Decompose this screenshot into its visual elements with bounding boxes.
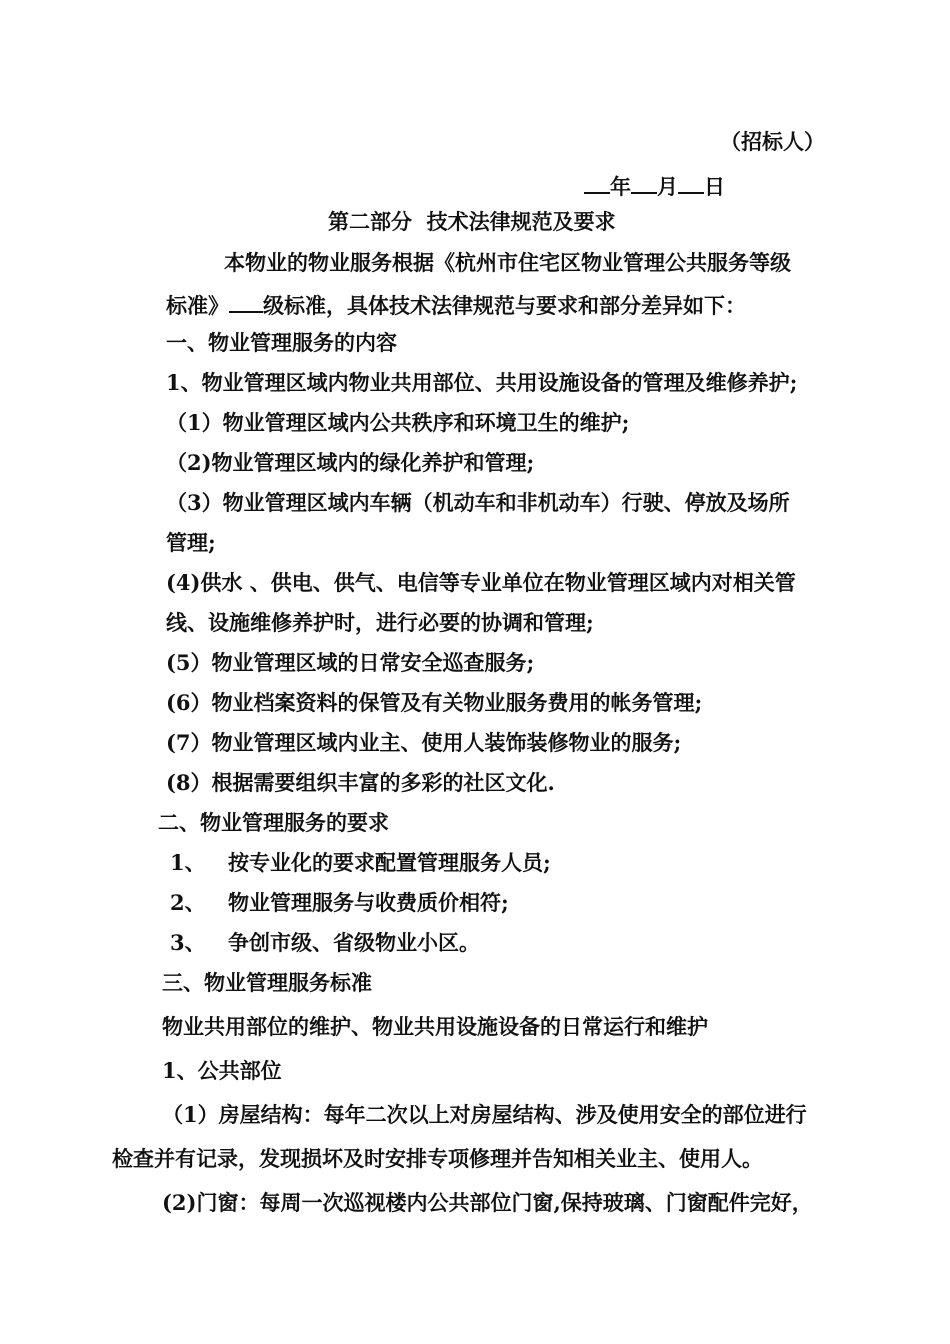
month-label: 月 — [657, 174, 678, 199]
section1-sub8: (8）根据需要组织丰富的多彩的社区文化. — [166, 770, 555, 795]
tenderer-label: （招标人） — [720, 129, 825, 154]
section2-item-1 — [170, 849, 551, 877]
section1-heading: 一、物业管理服务的内容 — [166, 330, 397, 355]
section3-para1a: （1）房屋结构：每年二次以上对房屋结构、涉及使用安全的部位进行 — [162, 1102, 807, 1127]
section2-item-1-num: 1、 — [170, 850, 206, 875]
section2-item-2-num: 2、 — [170, 890, 206, 915]
intro-line-2b: 级标准，具体技术法律规范与要求和部分差异如下： — [263, 293, 746, 318]
section1-sub3a: （3）物业管理区域内车辆（机动车和非机动车）行驶、停放及场所 — [166, 490, 790, 515]
section3-para2: (2)门窗：每周一次巡视楼内公共部位门窗,保持玻璃、门窗配件完好， — [162, 1190, 813, 1215]
day-blank — [678, 170, 704, 194]
section1-sub4b: 线、设施维修养护时，进行必要的协调和管理; — [166, 610, 594, 635]
page-title: 第二部分 技术法律规范及要求 — [328, 209, 616, 234]
year-label: 年 — [610, 174, 631, 199]
section1-sub6: (6）物业档案资料的保管及有关物业服务费用的帐务管理; — [166, 690, 703, 715]
section2-heading: 二、物业管理服务的要求 — [158, 810, 389, 835]
level-blank — [229, 289, 263, 313]
section1-sub3b: 管理; — [166, 530, 216, 555]
month-blank — [631, 170, 657, 194]
section2-item-3 — [170, 929, 480, 957]
section2-item-2 — [170, 889, 509, 917]
section3-item1: 1、公共部位 — [162, 1058, 282, 1083]
day-label: 日 — [704, 174, 725, 199]
section1-item1: 1、物业管理区域内物业共用部位、共用设施设备的管理及维修养护; — [166, 370, 798, 395]
section2-item-1-text: 按专业化的要求配置管理服务人员; — [228, 850, 551, 875]
section1-sub7: (7）物业管理区域内业主、使用人装饰装修物业的服务; — [166, 730, 682, 755]
year-blank — [584, 170, 610, 194]
section1-sub1: （1）物业管理区域内公共秩序和环境卫生的维护; — [166, 410, 630, 435]
intro-line-2a: 标准》 — [166, 293, 229, 318]
section1-sub5: (5）物业管理区域的日常安全巡查服务; — [166, 650, 535, 675]
section1-sub2: （2)物业管理区域内的绿化养护和管理; — [166, 450, 535, 475]
section3-subheading: 物业共用部位的维护、物业共用设施设备的日常运行和维护 — [162, 1014, 708, 1039]
section2-item-3-text: 争创市级、省级物业小区。 — [228, 930, 480, 955]
section2-item-2-text: 物业管理服务与收费质价相符; — [228, 890, 509, 915]
intro-line-1: 本物业的物业服务根据《杭州市住宅区物业管理公共服务等级 — [224, 250, 791, 275]
intro-line-2 — [166, 289, 746, 320]
section3-para1b: 检查并有记录，发现损坏及时安排专项修理并告知相关业主、使用人。 — [112, 1146, 763, 1171]
date-line — [584, 170, 725, 201]
section3-heading: 三、物业管理服务标准 — [162, 970, 372, 995]
section2-item-3-num: 3、 — [170, 930, 206, 955]
section1-sub4a: (4)供水 、供电、供气、电信等专业单位在物业管理区域内对相关管 — [166, 570, 796, 595]
